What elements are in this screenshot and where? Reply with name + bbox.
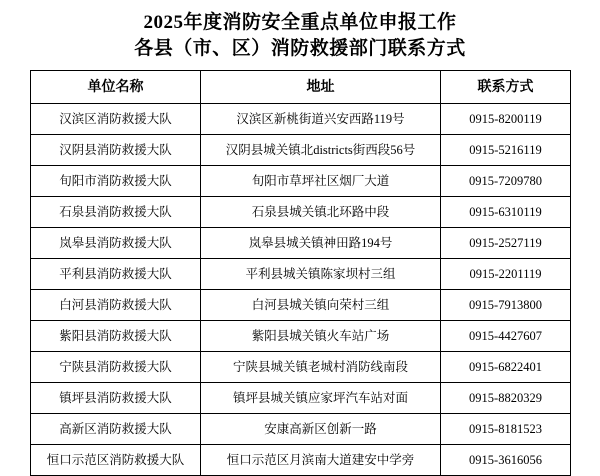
cell-contact: 0915-2201119 — [441, 259, 571, 290]
cell-unit: 高新区消防救援大队 — [31, 414, 201, 445]
cell-unit: 镇坪县消防救援大队 — [31, 383, 201, 414]
cell-address: 汉阴县城关镇北districts街西段56号 — [201, 135, 441, 166]
table-row — [31, 290, 571, 321]
cell-contact: 0915-8181523 — [441, 414, 571, 445]
cell-contact: 0915-2527119 — [441, 228, 571, 259]
table-row — [31, 135, 571, 166]
table-row — [31, 197, 571, 228]
cell-address: 白河县城关镇向荣村三组 — [201, 290, 441, 321]
cell-unit: 恒口示范区消防救援大队 — [31, 445, 201, 476]
cell-unit: 汉滨区消防救援大队 — [31, 104, 201, 135]
cell-address: 宁陕县城关镇老城村消防线南段 — [201, 352, 441, 383]
table-row — [31, 166, 571, 197]
page-title — [30, 10, 570, 62]
cell-address: 镇坪县城关镇应家坪汽车站对面 — [201, 383, 441, 414]
table-header-row — [31, 71, 571, 104]
cell-unit: 岚皋县消防救援大队 — [31, 228, 201, 259]
cell-address: 平利县城关镇陈家坝村三组 — [201, 259, 441, 290]
cell-contact: 0915-5216119 — [441, 135, 571, 166]
cell-address: 紫阳县城关镇火车站广场 — [201, 321, 441, 352]
cell-unit: 白河县消防救援大队 — [31, 290, 201, 321]
cell-unit: 旬阳市消防救援大队 — [31, 166, 201, 197]
cell-address: 汉滨区新桃街道兴安西路119号 — [201, 104, 441, 135]
table-row — [31, 259, 571, 290]
cell-contact: 0915-3616056 — [441, 445, 571, 476]
cell-contact: 0915-8820329 — [441, 383, 571, 414]
cell-unit: 石泉县消防救援大队 — [31, 197, 201, 228]
cell-address: 恒口示范区月滨南大道建安中学旁 — [201, 445, 441, 476]
cell-unit: 宁陕县消防救援大队 — [31, 352, 201, 383]
column-header-contact: 联系方式 — [441, 71, 571, 104]
column-header-address: 地址 — [201, 71, 441, 104]
cell-contact: 0915-7209780 — [441, 166, 571, 197]
cell-address: 岚皋县城关镇神田路194号 — [201, 228, 441, 259]
page-title-line-2: 各县（市、区）消防救援部门联系方式 — [134, 38, 466, 59]
cell-unit: 汉阴县消防救援大队 — [31, 135, 201, 166]
contact-table — [30, 70, 571, 476]
cell-unit: 平利县消防救援大队 — [31, 259, 201, 290]
table-row — [31, 228, 571, 259]
cell-contact: 0915-6822401 — [441, 352, 571, 383]
column-header-unit: 单位名称 — [31, 71, 201, 104]
table-row — [31, 352, 571, 383]
cell-contact: 0915-7913800 — [441, 290, 571, 321]
cell-address: 安康高新区创新一路 — [201, 414, 441, 445]
cell-address: 石泉县城关镇北环路中段 — [201, 197, 441, 228]
table-row — [31, 383, 571, 414]
table-row — [31, 445, 571, 476]
table-row — [31, 104, 571, 135]
cell-address: 旬阳市草坪社区烟厂大道 — [201, 166, 441, 197]
table-row — [31, 414, 571, 445]
page-title-line-1: 2025年度消防安全重点单位申报工作 — [143, 12, 457, 33]
cell-contact: 0915-6310119 — [441, 197, 571, 228]
cell-contact: 0915-4427607 — [441, 321, 571, 352]
cell-contact: 0915-8200119 — [441, 104, 571, 135]
table-row — [31, 321, 571, 352]
cell-unit: 紫阳县消防救援大队 — [31, 321, 201, 352]
